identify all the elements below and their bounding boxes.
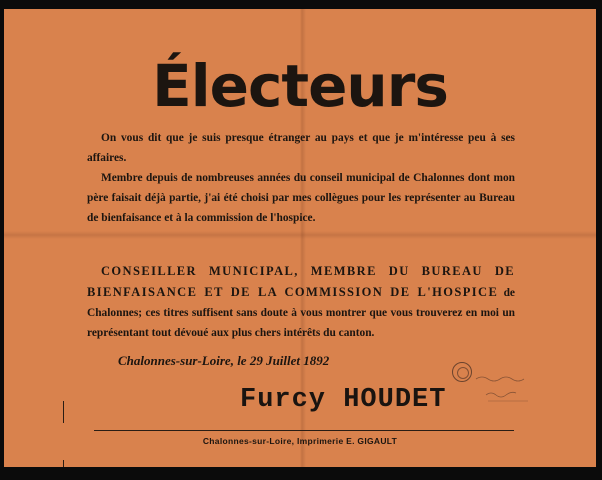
signature-name: Furcy HOUDET bbox=[240, 385, 447, 415]
margin-mark bbox=[63, 460, 64, 467]
printer-imprint: Chalonnes-sur-Loire, Imprimerie E. GIGAULT bbox=[202, 436, 398, 446]
divider bbox=[94, 430, 514, 431]
poster-sheet bbox=[4, 9, 596, 467]
handwritten-mark-icon bbox=[472, 369, 542, 409]
paragraph-2: Membre depuis de nombreuses années du conseil municipal de Chalonnes dont mon père faisait déjà partie, j'ai été choisi par mes collègues pour les représenter au Bureau de bienfaisance et à la commission de l'hospice. bbox=[87, 172, 515, 224]
dateline: Chalonnes-sur-Loire, le 29 Juillet 1892 bbox=[118, 353, 330, 368]
archive-stamp-icon bbox=[452, 362, 472, 382]
paragraph-3-caps: CONSEILLER MUNICIPAL, MEMBRE DU BUREAU DE BIENFAISANCE ET DE LA COMMISSION DE L'HOSPICE bbox=[87, 264, 515, 299]
paragraph-1: On vous dit que je suis presque étranger au pays et que je m'intéresse peu à ses affaires. bbox=[87, 132, 515, 164]
paragraph-3-rest: de Chalonnes; ces titres suffisent sans doute à vous montrer que vous trouverez en moi un représentant tout dévoué aux plus chers intérêts du canton. bbox=[87, 287, 515, 339]
poster-title: Électeurs bbox=[152, 52, 448, 120]
margin-mark bbox=[63, 401, 64, 423]
paragraph-3 bbox=[87, 261, 515, 343]
